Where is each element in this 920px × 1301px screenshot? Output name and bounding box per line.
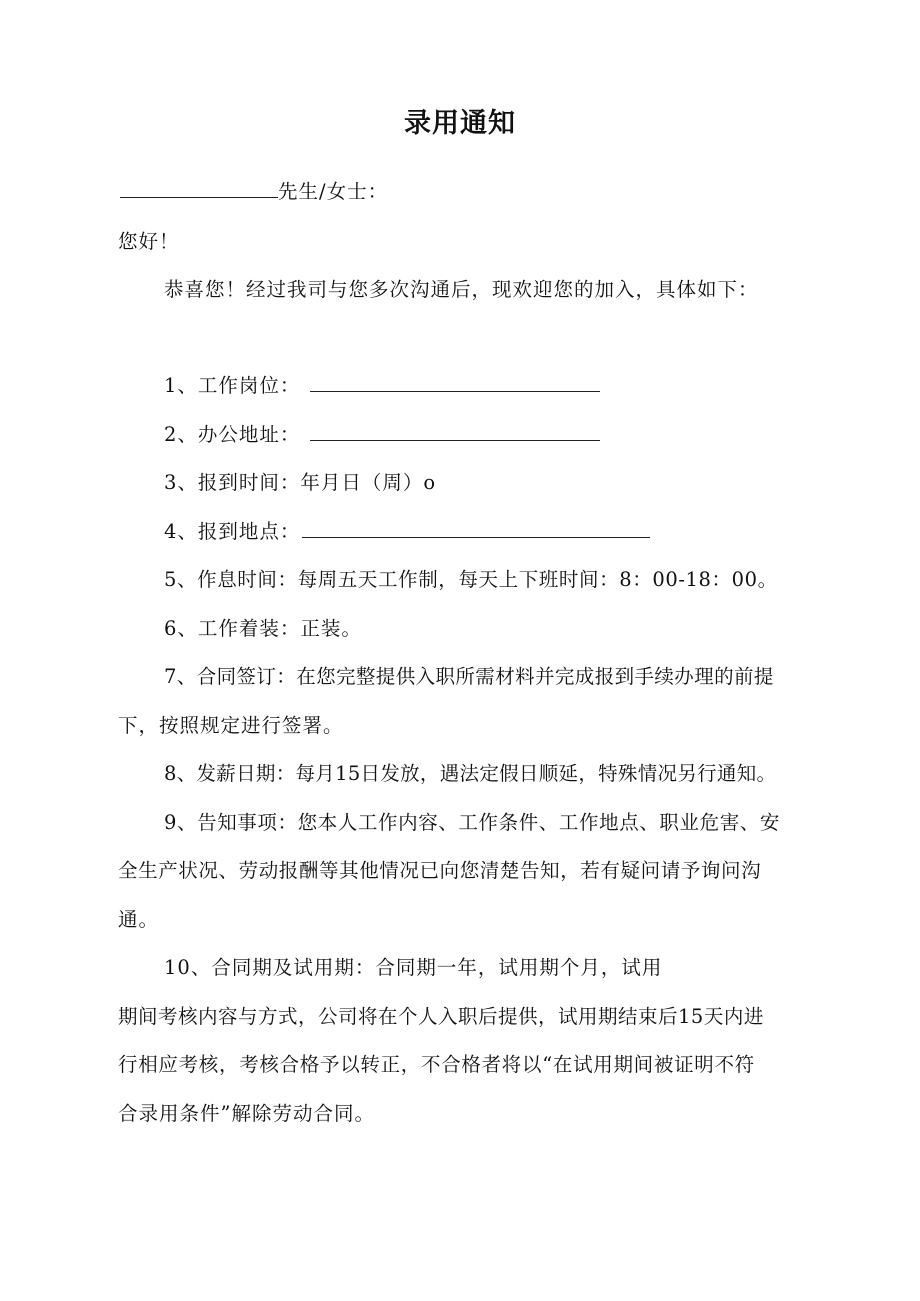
document-title: 录用通知	[404, 108, 516, 139]
intro-paragraph: 恭喜您！经过我司与您多次沟通后，现欢迎您的加入，具体如下：	[164, 278, 759, 301]
item-6: 6、工作着装：正装。	[164, 617, 362, 640]
item-4	[164, 518, 650, 546]
greeting: 您好！	[118, 230, 180, 253]
item-2-label: 2、办公地址：	[164, 423, 301, 446]
item-5: 5、作息时间：每周五天工作制，每天上下班时间：8：00-18：00。	[164, 568, 778, 591]
item-9-line-1: 9、告知事项：您本人工作内容、工作条件、工作地点、职业危害、安	[164, 811, 781, 834]
item-10-line-4: 合录用条件”解除劳动合同。	[118, 1102, 375, 1125]
item-9-line-3: 通。	[118, 908, 160, 931]
item-10-line-1: 10、合同期及试用期：合同期一年，试用期个月，试用	[164, 956, 663, 979]
item-9-line-2: 全生产状况、劳动报酬等其他情况已向您清楚告知，若有疑问请予询问沟	[118, 859, 762, 882]
report-location-blank	[302, 519, 650, 538]
item-10-line-3: 行相应考核，考核合格予以转正，不合格者将以“在试用期间被证明不符	[118, 1053, 755, 1076]
item-8: 8、发薪日期：每月15日发放，遇法定假日顺延，特殊情况另行通知。	[164, 762, 777, 785]
item-10-line-2: 期间考核内容与方式，公司将在个人入职后提供，试用期结束后15天内进	[118, 1005, 764, 1028]
address-blank	[310, 422, 600, 441]
item-1-label: 1、工作岗位：	[164, 374, 301, 397]
item-7-line-1: 7、合同签订：在您完整提供入职所需材料并完成报到手续办理的前提	[164, 665, 774, 688]
position-blank	[310, 373, 600, 392]
item-1	[164, 372, 600, 400]
item-3: 3、报到时间：年月日（周）o	[164, 471, 437, 494]
item-2	[164, 421, 600, 449]
name-blank	[120, 179, 278, 198]
item-7-line-2: 下，按照规定进行签署。	[118, 714, 344, 737]
item-4-label: 4、报到地点：	[164, 520, 301, 543]
salutation-line	[120, 178, 388, 206]
salutation-suffix: 先生/女士：	[278, 180, 389, 203]
